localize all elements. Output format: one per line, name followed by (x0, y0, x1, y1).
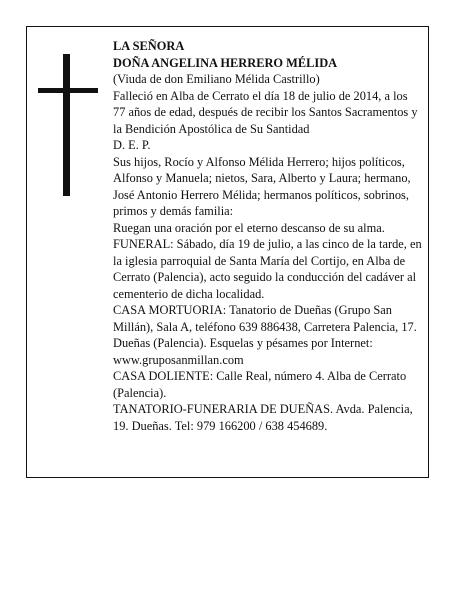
family-list: Sus hijos, Rocío y Alfonso Mélida Herrero; hijos políticos, Alfonso y Manuela; nietos, Sara, Alberto y Laura; hermano, José Antonio Herrero Mélida; hermanos políticos, sobrinos, primos y demás familia: (113, 154, 411, 218)
rest-in-peace: D. E. P. (113, 138, 151, 152)
cross-horizontal-bar (38, 88, 98, 93)
notice-title-line-1: LA SEÑORA (113, 39, 185, 53)
family-home-address: CASA DOLIENTE: Calle Real, número 4. Alba de Cerrato (Palencia). (113, 369, 407, 400)
funeral-home-details: CASA MORTUORIA: Tanatorio de Dueñas (Grupo San Millán), Sala A, teléfono 639 886438, Carretera Palencia, 17. Dueñas (Palencia). Esquelas y pésames por Internet: www.gruposanmillan.com (113, 303, 417, 367)
widow-note: (Viuda de don Emiliano Mélida Castrillo) (113, 72, 320, 86)
funeral-details: FUNERAL: Sábado, día 19 de julio, a las cinco de la tarde, en la iglesia parroquial de Santa María del Cortijo, en Alba de Cerrato (Palencia), acto seguido la conducción del cadáver al cementerio de dicha localidad. (113, 237, 422, 301)
cross-icon (38, 54, 98, 196)
deceased-name: DOÑA ANGELINA HERRERO MÉLIDA (113, 55, 338, 70)
cross-vertical-bar (63, 54, 70, 196)
death-announcement: Falleció en Alba de Cerrato el día 18 de julio de 2014, a los 77 años de edad, después de recibir los Santos Sacramentos y la Bendición Apostólica de Su Santidad (113, 88, 418, 136)
obituary-text (113, 38, 423, 434)
funeral-service-contact: TANATORIO-FUNERARIA DE DUEÑAS. Avda. Palencia, 19. Dueñas. Tel: 979 166200 / 638 454689. (113, 402, 413, 433)
prayer-request: Ruegan una oración por el eterno descanso de su alma. (113, 220, 385, 235)
